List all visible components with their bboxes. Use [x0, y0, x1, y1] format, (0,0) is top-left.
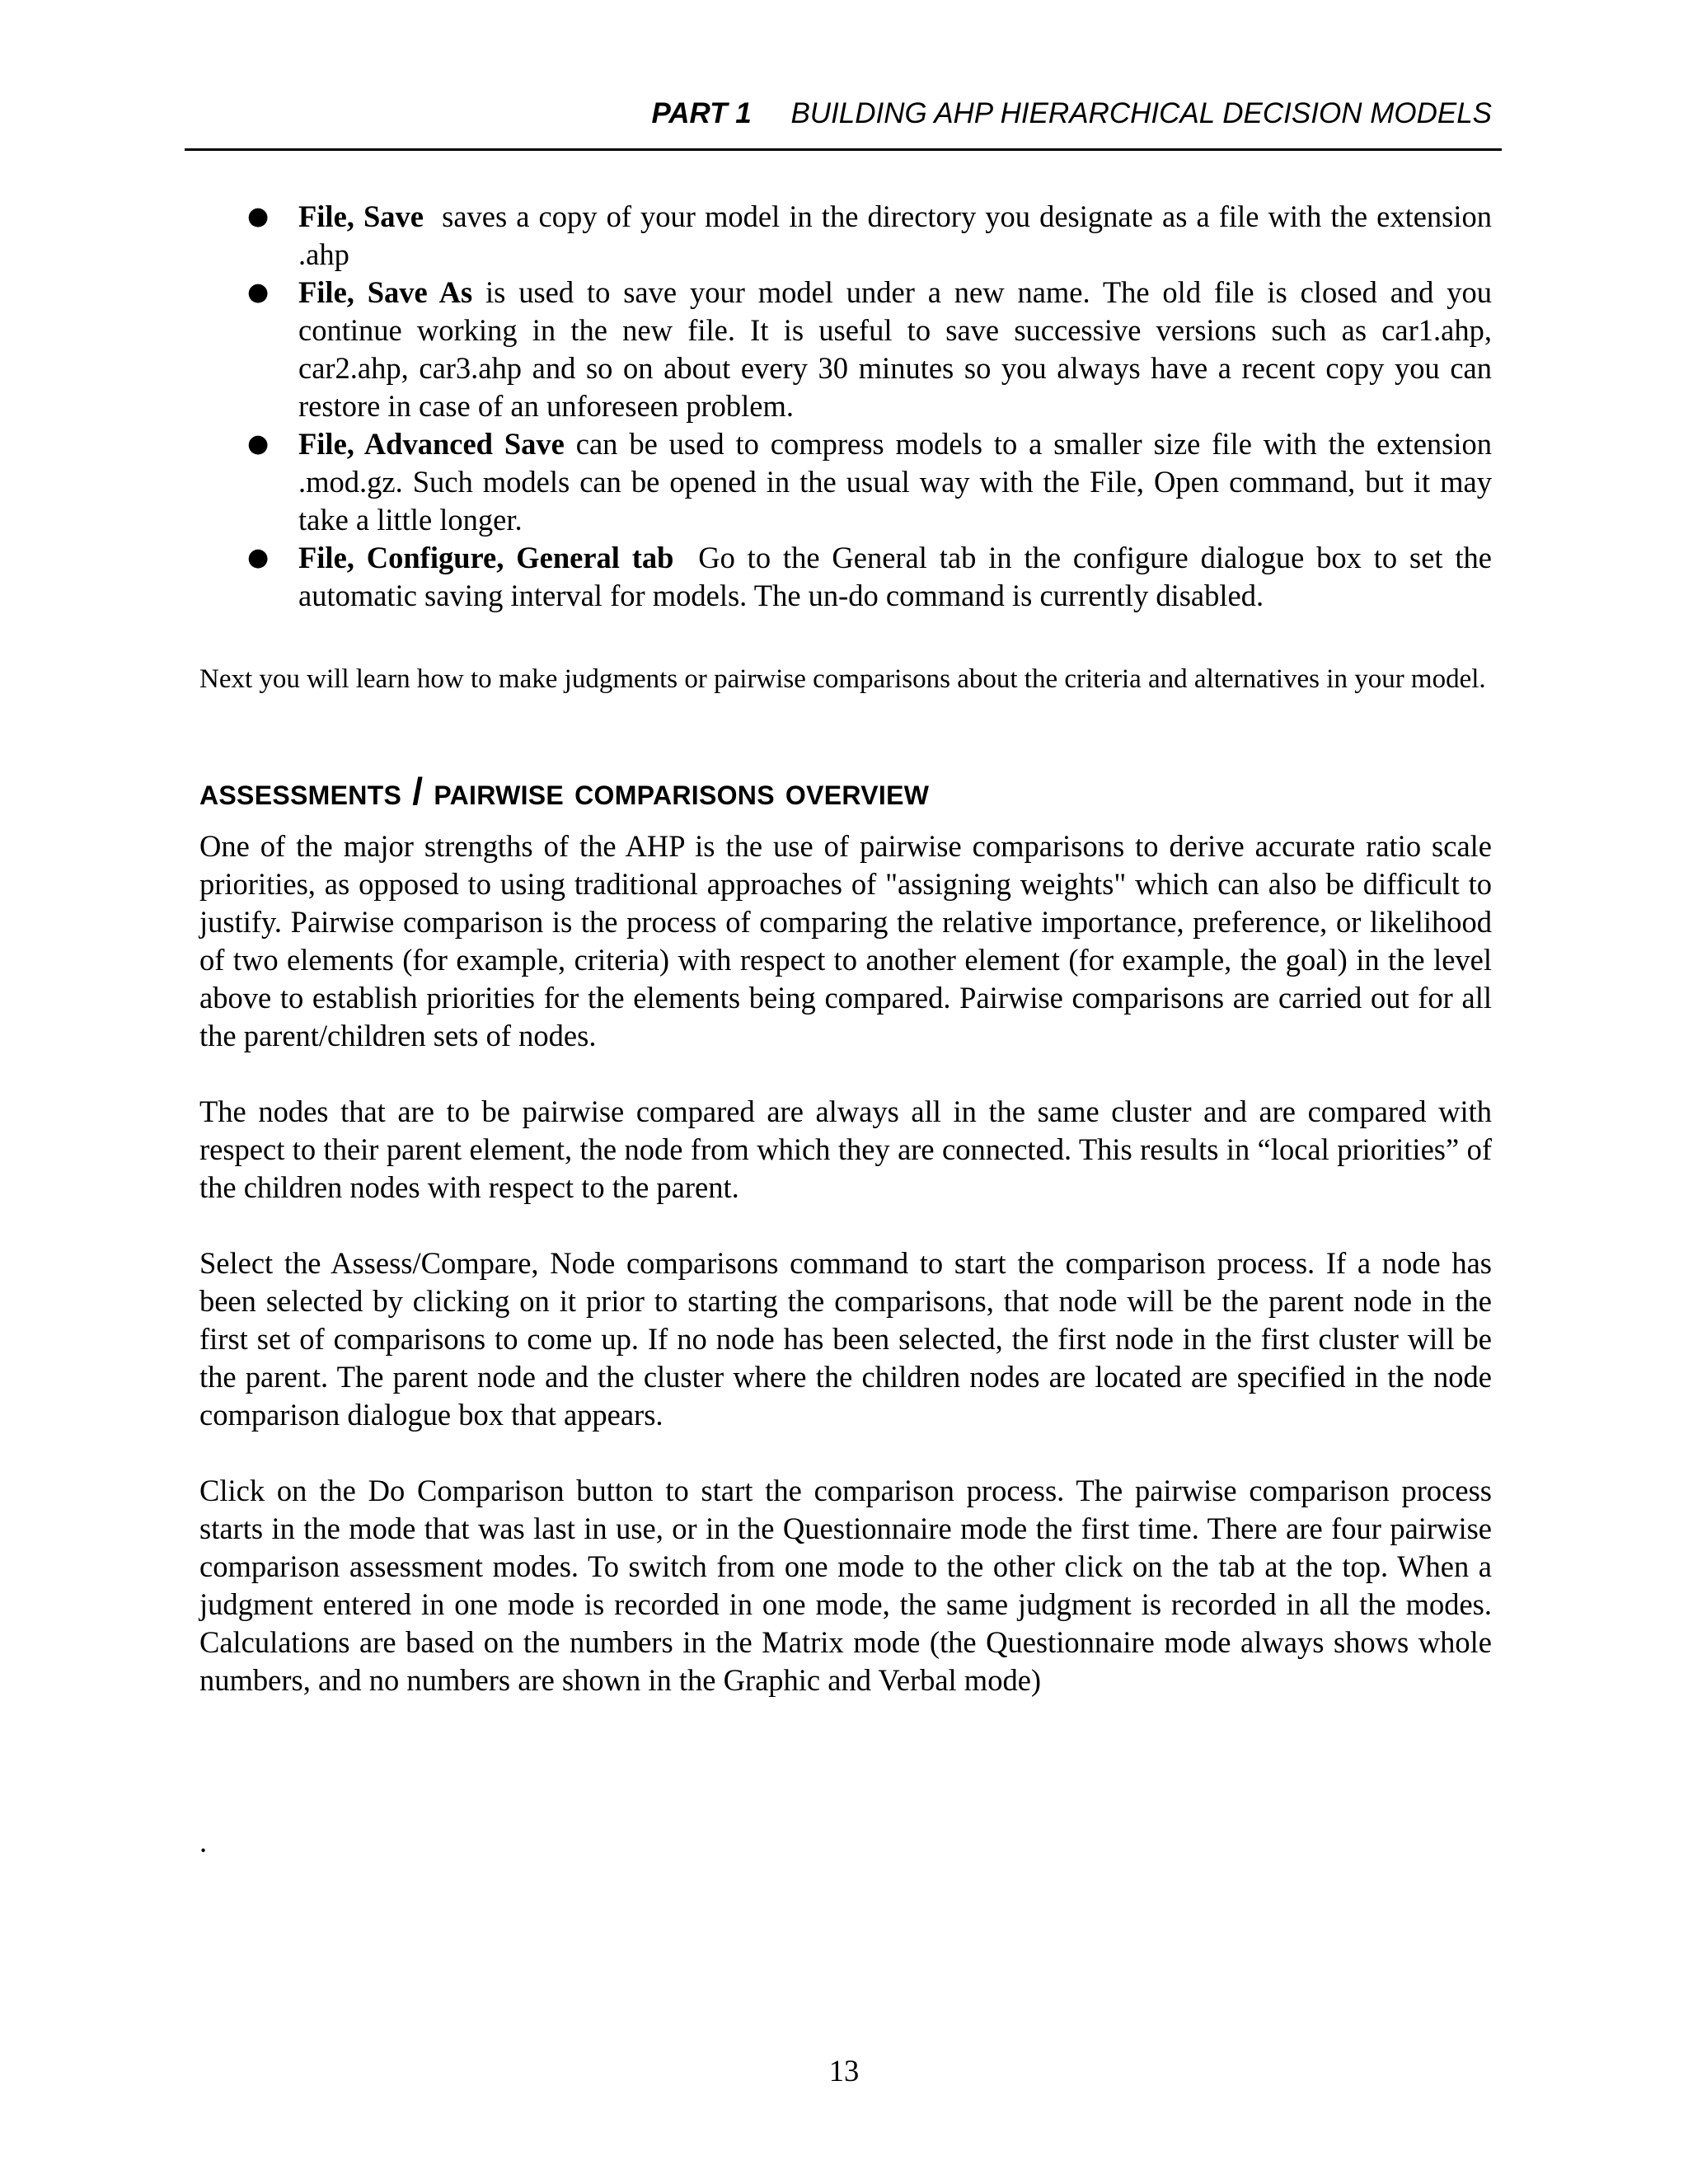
stray-period: .	[199, 1825, 208, 1858]
part-label: PART 1	[651, 97, 752, 129]
body-paragraph: Select the Assess/Compare, Node comparisons command to start the comparison process. If a node has been selected by clicking on it prior to starting the comparisons, that node will be the parent node in the first set of comparisons to come up. If no node has been selected, the first node in the first cluster will be the parent. The parent node and the cluster where the children nodes are located are specified in the node comparison dialogue box that appears.	[199, 1246, 1492, 1432]
bullet-icon: ●	[247, 429, 270, 458]
bullet-icon: ●	[247, 202, 270, 231]
list-item-file-save-as	[247, 274, 1493, 425]
list-item-file-configure	[247, 539, 1493, 615]
body-paragraph: One of the major strengths of the AHP is the use of pairwise comparisons to derive accurate ratio scale priorities, as opposed to using traditional approaches of "assigning weights" which can also be difficult to justify. Pairwise comparison is the process of comparing the relative importance, preference, or likelihood of two elements (for example, criteria) with respect to another element (for example, the goal) in the level above to establish priorities for the elements being compared. Pairwise comparisons are carried out for all the parent/children sets of nodes.	[199, 829, 1492, 1052]
file-commands-list	[247, 198, 1493, 615]
part-title: BUILDING AHP HIERARCHICAL DECISION MODELS	[790, 97, 1492, 129]
intro-paragraph: Next you will learn how to make judgments or pairwise comparisons about the criteria and alternatives in your model.	[199, 664, 1486, 694]
command-description: Go to the General tab in the configure dialogue box to set the automatic saving interval for models. The un-do command is currently disabled.	[298, 541, 1493, 612]
command-description: can be used to compress models to a smaller size file with the extension .mod.gz. Such models can be opened in the usual way with the File, Open command, but it may take a little longer.	[298, 427, 1492, 537]
command-name: File, Save	[298, 199, 424, 233]
bullet-icon: ●	[247, 543, 270, 572]
command-description: saves a copy of your model in the directory you designate as a file with the extension .ahp	[298, 199, 1493, 271]
body-paragraph: Click on the Do Comparison button to start the comparison process. The pairwise comparison process starts in the mode that was last in use, or in the Questionnaire mode the first time. There are four pairwise comparison assessment modes. To switch from one mode to the other click on the tab at the top. When a judgment entered in one mode is recorded in one mode, the same judgment is recorded in all the modes. Calculations are based on the numbers in the Matrix mode (the Questionnaire mode always shows whole numbers, and no numbers are shown in the Graphic and Verbal mode)	[199, 1474, 1492, 1697]
page-number: 13	[828, 2054, 860, 2088]
command-description: is used to save your model under a new name. The old file is closed and you continue working in the new file. It is useful to save successive versions such as car1.ahp, car2.ahp, car3.ahp and so on about every 30 minutes so you always have a recent copy you can restore in case of an unforeseen problem.	[298, 275, 1493, 423]
command-name: File, Save As	[298, 275, 473, 309]
command-name: File, Advanced Save	[298, 427, 565, 461]
body-paragraph: The nodes that are to be pairwise compared are always all in the same cluster and are compared with respect to their parent element, the node from which they are connected. This results in “local priorities” of the children nodes with respect to the parent.	[199, 1094, 1492, 1204]
list-item-file-advanced-save	[247, 425, 1492, 539]
section-heading: assessments / pairwise comparisons overview	[199, 770, 930, 813]
bullet-icon: ●	[247, 278, 270, 307]
page-header	[185, 92, 1502, 151]
list-item-file-save	[247, 198, 1493, 274]
command-name: File, Configure, General tab	[298, 541, 674, 574]
